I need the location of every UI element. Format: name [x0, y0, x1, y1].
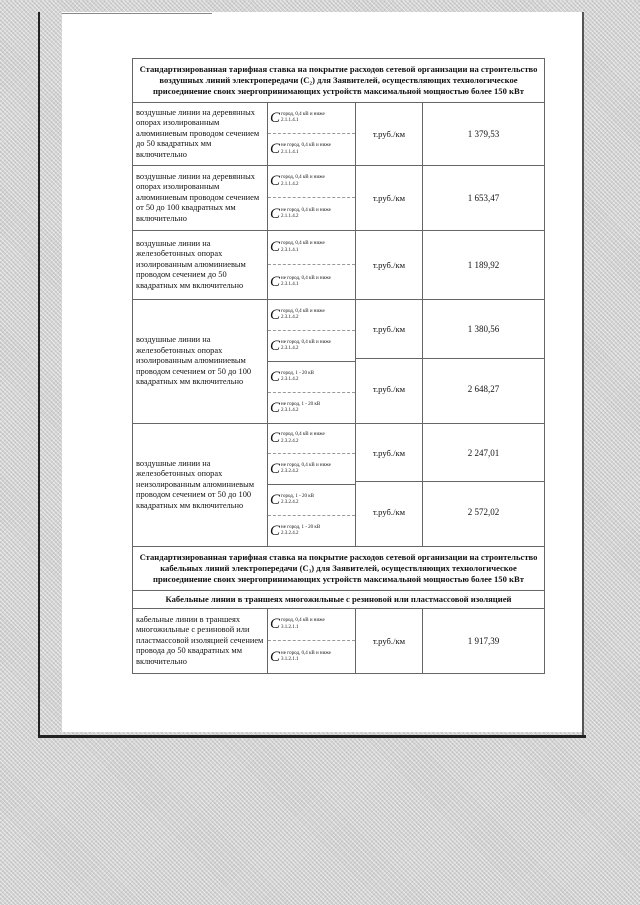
- rate-code-cell: [268, 424, 356, 547]
- row-description: воздушные линии на железобетонных опорах изолированным алюминиевым проводом сечением от 50 до 100 квадратных мм включительно: [133, 300, 268, 424]
- row-description: воздушные линии на деревянных опорах изолированным алюминиевым проводом сечением от 50 до 100 квадратных мм включительно: [133, 166, 268, 231]
- price-cell: [423, 424, 545, 547]
- price-value: 2 648,27: [467, 384, 500, 394]
- price-cell: 1 189,92: [423, 231, 545, 300]
- price-value: 2 572,02: [467, 506, 500, 517]
- rate-code-cell: [268, 609, 356, 674]
- unit-cell: т.руб./км: [356, 166, 423, 231]
- section2-subheader-row: [133, 591, 545, 609]
- unit-cell: т.руб./км: [356, 103, 423, 166]
- table-row: [133, 300, 545, 424]
- price-cell: [423, 300, 545, 424]
- row-description: воздушные линии на железобетонных опорах неизолированным алюминиевым проводом сечением от 50 до 100 квадратных мм включительно: [133, 424, 268, 547]
- unit-value: т.руб./км: [356, 424, 422, 482]
- table-row: [133, 231, 545, 300]
- rate-code-cell: [268, 166, 356, 231]
- rate-code: C не город, 0,4 кВ и ниже 2.1.1.4.2: [270, 205, 331, 222]
- table-row: [133, 424, 545, 547]
- tariff-table: [132, 58, 545, 674]
- table-row: [133, 103, 545, 166]
- rate-code: C не город, 1 - 20 кВ 2.3.1.4.2: [270, 399, 321, 416]
- row-description: кабельные линии в траншеях многожильные с резиновой или пластмассовой изоляцией сечением провода до 50 квадратных мм включительно: [133, 609, 268, 674]
- rate-code: C город, 1 - 20 кВ 2.3.2.4.2: [268, 485, 355, 516]
- rate-code: C город, 0,4 кВ и ниже 2.3.1.4.2: [268, 300, 355, 331]
- rate-code: C город, 1 - 20 кВ 2.3.1.4.2: [268, 362, 355, 393]
- page-bottom-edge: [38, 735, 586, 738]
- unit-cell: т.руб./км: [356, 609, 423, 674]
- unit-cell: [356, 300, 423, 424]
- section2-subheader: Кабельные линии в траншеях многожильные с резиновой или пластмассовой изоляцией: [133, 591, 545, 609]
- page-left-edge: [38, 12, 40, 737]
- rate-code: C город, 0,4 кВ и ниже 2.3.1.4.1: [268, 231, 355, 265]
- rate-code: C город, 0,4 кВ и ниже 2.3.2.4.2: [268, 424, 355, 454]
- section2-title: Стандартизированная тарифная ставка на покрытие расходов сетевой организации на строительство кабельных линий электропередачи (С₃) для Заявителей, осуществляющих технологическое присоединение своих энергопринимающих устройств максимальной мощностью более 150 кВт: [133, 547, 545, 591]
- table-row: [133, 166, 545, 231]
- row-description: воздушные линии на железобетонных опорах изолированным алюминиевым проводом сечением до 50 квадратных мм включительно: [133, 231, 268, 300]
- section1-title: Стандартизированная тарифная ставка на покрытие расходов сетевой организации на строительство воздушных линий электропередачи (С₂) для Заявителей, осуществляющих технологическое присоединение своих энергопринимающих устройств максимальной мощностью более 150 кВт: [133, 59, 545, 103]
- unit-value: т.руб./км: [372, 384, 406, 394]
- price-cell: 1 653,47: [423, 166, 545, 231]
- rate-code: C город, 0,4 кВ и ниже 2.1.1.4.1: [268, 103, 355, 134]
- unit-value: т.руб./км: [356, 300, 422, 359]
- rate-code: C город, 0,4 кВ и ниже 2.1.1.4.2: [268, 166, 355, 198]
- table-row: [133, 609, 545, 674]
- rate-code: C город, 0,4 кВ и ниже 3.1.2.1.1: [268, 609, 355, 641]
- rate-code: C не город, 0,4 кВ и ниже 2.3.2.4.2: [268, 454, 355, 485]
- unit-value: т.руб./км: [372, 506, 406, 517]
- rate-code: C не город, 0,4 кВ и ниже 2.3.1.4.2: [268, 331, 355, 362]
- unit-cell: [356, 424, 423, 547]
- row-description: воздушные линии на деревянных опорах изолированным алюминиевым проводом сечением до 50 квадратных мм включительно: [133, 103, 268, 166]
- price-cell: 1 917,39: [423, 609, 545, 674]
- rate-code: C не город, 0,4 кВ и ниже 3.1.2.1.1: [270, 648, 331, 665]
- price-cell: 1 379,53: [423, 103, 545, 166]
- rate-code: C не город, 0,4 кВ и ниже 2.3.1.4.1: [270, 273, 331, 290]
- price-value: 2 247,01: [423, 424, 544, 482]
- rate-code: C не город, 0,4 кВ и ниже 2.1.1.4.1: [270, 141, 331, 157]
- price-value: 1 380,56: [423, 300, 544, 359]
- section2-header-row: [133, 547, 545, 591]
- scan-line: [62, 13, 212, 14]
- unit-cell: т.руб./км: [356, 231, 423, 300]
- rate-code-cell: [268, 103, 356, 166]
- rate-code-cell: [268, 300, 356, 424]
- rate-code-cell: [268, 231, 356, 300]
- rate-code: C не город, 1 - 20 кВ 2.3.2.4.2: [270, 522, 321, 539]
- page-right-edge: [582, 12, 584, 737]
- section1-header-row: [133, 59, 545, 103]
